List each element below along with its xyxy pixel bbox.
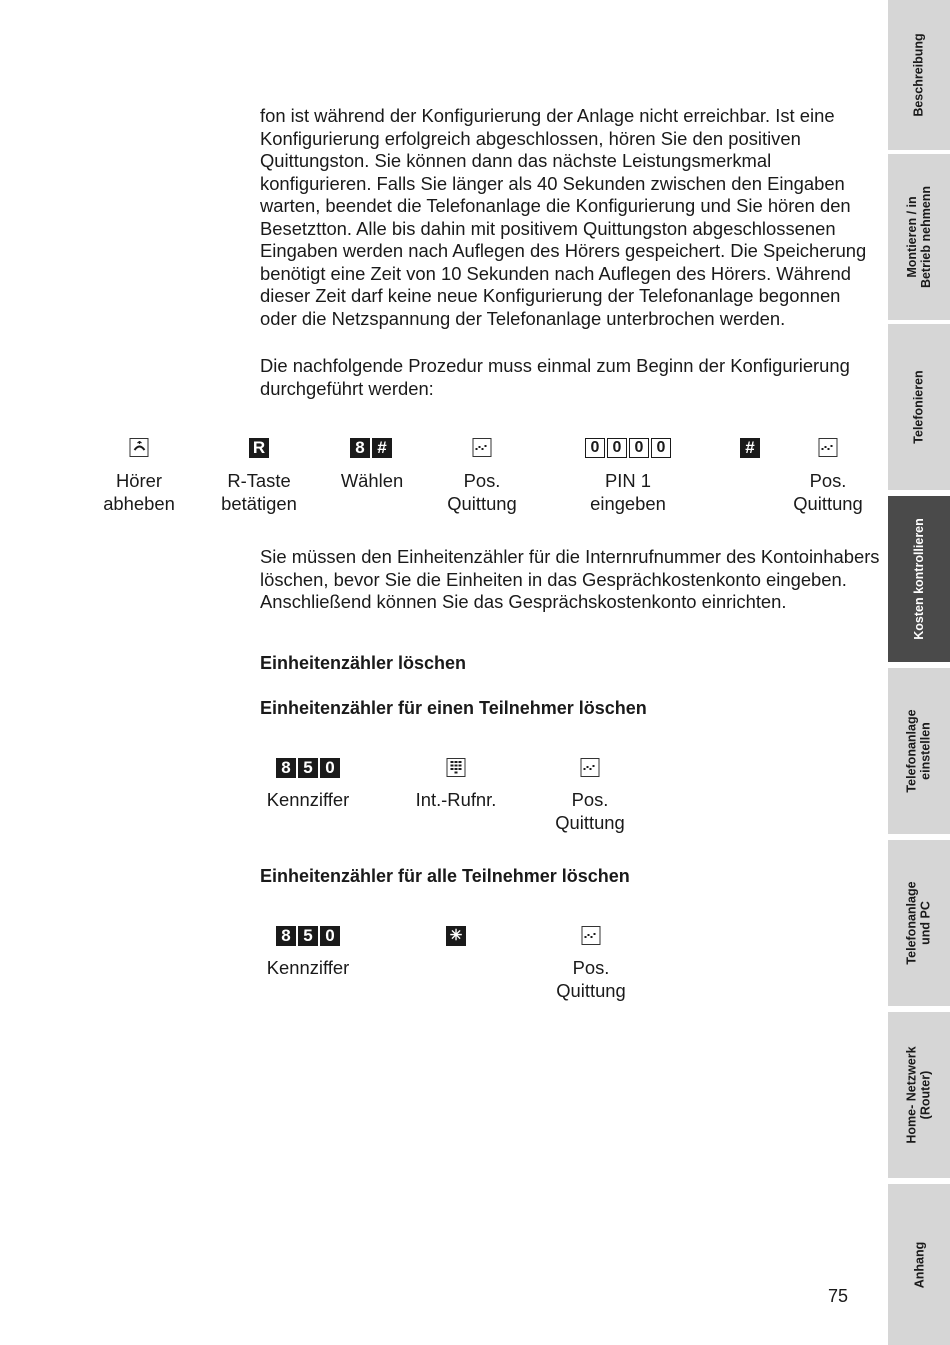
step-waehlen-label: Wählen: [340, 470, 404, 491]
r-key-icon: R: [249, 438, 269, 458]
tab-montieren[interactable]: Montieren / in Betrieb nehmenn: [888, 154, 950, 320]
page-number: 75: [828, 1286, 849, 1306]
positive-tone-icon: [473, 438, 492, 457]
pos-quittung-label: Pos. Quittung: [555, 789, 625, 833]
step-hoerer-label: Hörer abheben: [103, 470, 175, 514]
step-pos1-label: Pos. Quittung: [447, 470, 517, 514]
positive-tone-icon: [819, 438, 838, 457]
paragraph-counter-note: Sie müssen den Einheitenzähler für die Internrufnummer des Kontoinhabers löschen, bevor Sie die Einheiten in das Gesprächkostenkonto eingeben. Anschließend können Sie das Gesprächskostenkonto einrichten.: [260, 546, 880, 612]
step-pos2-label: Pos. Quittung: [793, 470, 863, 514]
step-pin-label: PIN 1 eingeben: [590, 470, 666, 514]
handset-lift-icon: [130, 438, 149, 457]
code-850-icon: 8 5 0: [276, 758, 340, 778]
pin-keys-icon: 0 0 0 0: [585, 438, 671, 458]
subsection-heading-all: Einheitenzähler für alle Teilnehmer löschen: [260, 866, 630, 886]
code-850-icon: 8 5 0: [276, 926, 340, 946]
int-rufnr-label: Int.-Rufnr.: [415, 789, 497, 810]
step-rtaste-label: R-Taste betätigen: [221, 470, 297, 514]
section-heading: Einheitenzähler löschen: [260, 653, 467, 673]
tab-anhang[interactable]: Anhang: [888, 1184, 950, 1345]
chapter-sidebar: [888, 0, 950, 1345]
tab-kosten-kontrollieren[interactable]: Kosten kontrollieren: [888, 496, 950, 662]
tab-telefonieren[interactable]: Telefonieren: [888, 324, 950, 490]
tab-home-netzwerk[interactable]: Home- Netzwerk (Router): [888, 1012, 950, 1178]
positive-tone-icon: [581, 758, 600, 777]
hash-key-icon: #: [740, 438, 760, 458]
dial-8-hash-icon: 8 #: [350, 438, 392, 458]
kennziffer-label: Kennziffer: [266, 957, 350, 978]
star-key-icon: ✳: [446, 926, 466, 946]
kennziffer-label: Kennziffer: [266, 789, 350, 810]
subsection-heading-single: Einheitenzähler für einen Teilnehmer löschen: [260, 698, 647, 718]
tab-telefonanlage-pc[interactable]: Telefonanlage und PC: [888, 840, 950, 1006]
paragraph-intro: fon ist während der Konfigurierung der Anlage nicht erreichbar. Ist eine Konfigurierung erfolgreich abgeschlossen, hören Sie den positiven Quittungston. Sie können dann das nächste Leistungsmerkmal konfigurieren. Falls Sie länger als 40 Sekunden zwischen den Eingaben warten, beendet die Telefonanlage die Konfigurierung und Sie hören den Besetztton. Alle bis dahin mit positivem Quittungston abgeschlossenen Eingaben werden nach Auflegen des Hörers gespeichert. Die Speicherung benötigt eine Zeit von 10 Sekunden nach Auflegen des Hörers. Während dieser Zeit darf keine neue Konfigurierung der Telefonanlage begonnen oder die Netzspannung der Telefonanlage unterbrochen werden.: [260, 105, 867, 329]
tab-telefonanlage-einstellen[interactable]: Telefonanlage einstellen: [888, 668, 950, 834]
keypad-icon: [447, 758, 466, 777]
pos-quittung-label: Pos. Quittung: [556, 957, 626, 1001]
positive-tone-icon: [582, 926, 601, 945]
paragraph-procedure-note: Die nachfolgende Prozedur muss einmal zum Beginn der Konfigurierung durchgeführt werden:: [260, 355, 850, 399]
tab-beschreibung[interactable]: Beschreibung: [888, 0, 950, 150]
